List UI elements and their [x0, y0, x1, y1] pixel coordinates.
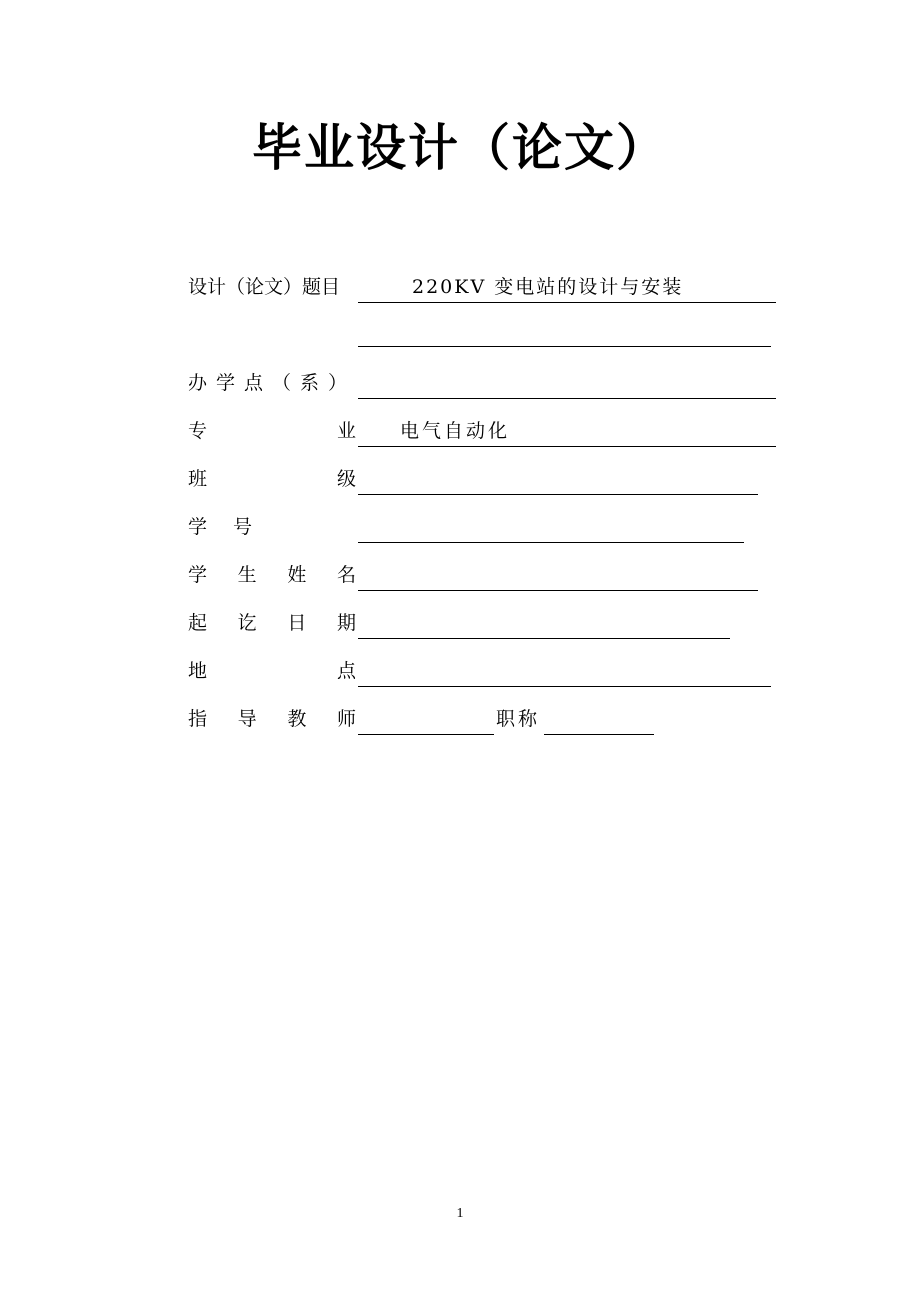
department-label: 办学点（系） — [188, 372, 357, 394]
department-underline — [358, 368, 776, 399]
class-label — [188, 464, 356, 494]
student-id-label-char: 学 — [188, 516, 208, 538]
student-name-label-char: 名 — [336, 564, 356, 586]
class-row — [0, 464, 920, 494]
dates-label-char: 期 — [336, 612, 356, 634]
location-row — [0, 656, 920, 686]
student-id-underline — [358, 512, 744, 543]
advisor-label-char: 教 — [287, 708, 307, 730]
topic-label: 设计（论文）题目 — [188, 276, 341, 298]
topic-value: 220KV 变电站的设计与安装 — [412, 276, 684, 298]
advisor-label-char: 导 — [237, 708, 257, 730]
student-id-row — [0, 512, 920, 542]
advisor-title-label: 职称 — [496, 708, 541, 730]
location-label-char: 点 — [336, 660, 356, 682]
student-name-label-char: 姓 — [287, 564, 307, 586]
topic-continuation-underline — [358, 316, 771, 347]
department-row — [0, 368, 920, 398]
class-label-char: 级 — [336, 468, 356, 490]
advisor-title-underline — [544, 704, 654, 735]
advisor-label-char: 师 — [336, 708, 356, 730]
advisor-row — [0, 704, 920, 734]
class-label-char: 班 — [188, 468, 208, 490]
student-name-label-char: 学 — [188, 564, 208, 586]
student-name-underline — [358, 560, 758, 591]
location-label-char: 地 — [188, 660, 208, 682]
location-underline — [358, 656, 771, 687]
major-value: 电气自动化 — [400, 420, 511, 442]
student-id-label — [188, 512, 252, 542]
topic-row — [0, 272, 920, 302]
student-name-label-char: 生 — [237, 564, 257, 586]
student-name-row — [0, 560, 920, 590]
document-title: 毕业设计（论文） — [252, 119, 668, 177]
page-number: 1 — [456, 1206, 464, 1221]
advisor-label — [188, 704, 356, 734]
major-label — [188, 416, 356, 446]
dates-label-char: 日 — [287, 612, 307, 634]
student-name-label — [188, 560, 356, 590]
student-id-label-char: 号 — [233, 516, 253, 538]
dates-underline — [358, 608, 730, 639]
dates-label-char: 起 — [188, 612, 208, 634]
location-label — [188, 656, 356, 686]
dates-label — [188, 608, 356, 638]
major-label-char: 业 — [336, 420, 356, 442]
dates-row — [0, 608, 920, 638]
dates-label-char: 讫 — [237, 612, 257, 634]
major-label-char: 专 — [188, 420, 208, 442]
advisor-label-char: 指 — [188, 708, 208, 730]
topic-continuation-row — [0, 316, 920, 346]
class-underline — [358, 464, 758, 495]
advisor-underline — [358, 704, 494, 735]
major-row — [0, 416, 920, 446]
